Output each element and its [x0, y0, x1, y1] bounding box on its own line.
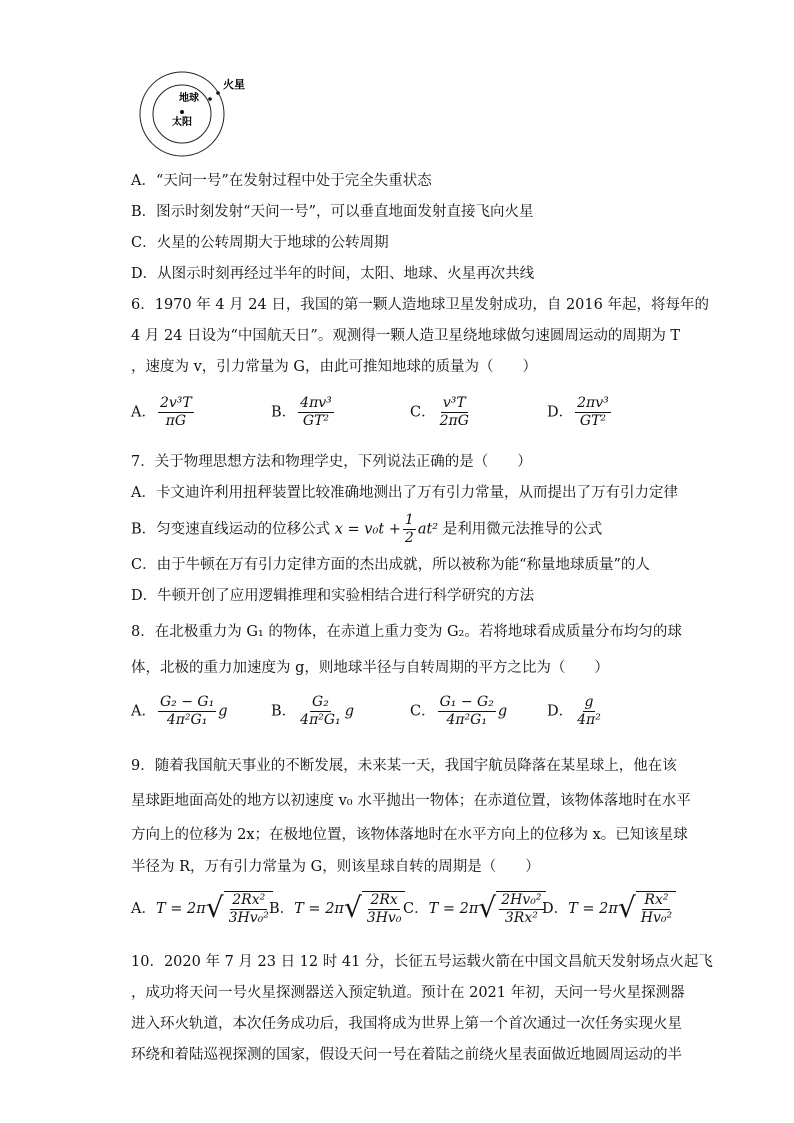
sqrt: √ $\frac{\text{Rx²}}{\text{Hv₀²}}$ [618, 891, 676, 927]
q6-option-a: A． $\frac{\text{2v³T}}{\pi G}$ [131, 395, 192, 429]
q9-stem-line2: 星球距地面高处的地方以初速度 v₀ 水平抛出一物体；在赤道位置，该物体落地时在水平 [131, 793, 691, 809]
mars-dot [216, 91, 220, 95]
q6-stem-line1: 6．1970 年 4 月 24 日，我国的第一颗人造地球卫星发射成功，自 2016 年起，将每年的 [131, 297, 709, 313]
q9-stem-line1: 9．随着我国航天事业的不断发展，未来某一天，我国宇航员降落在某星球上，他在该 [131, 758, 677, 774]
q7-option-d: D．牛顿开创了应用逻辑推理和实验相结合进行科学研究的方法 [131, 588, 535, 604]
earth-label: 地球 [179, 93, 199, 104]
fraction: $\frac{\text{G₂ − G₁}}{\text{4π²G₁}}$ [159, 694, 215, 728]
q9-option-c: C．T = 2π √ $\frac{\text{2Hv₀²}}{\text{3Rx²}}$ [403, 891, 546, 927]
fraction: $\frac{\text{2v³T}}{\pi G}$ [159, 395, 192, 429]
q8-option-a: A． $\frac{\text{G₂ − G₁}}{\text{4π²G₁}}$ g [131, 694, 228, 728]
q8-stem-line1: 8．在北极重力为 G₁ 的物体，在赤道上重力变为 G₂。若将地球看成质量分布均匀的球 [131, 624, 682, 640]
q8-option-b: B． $\frac{\text{G₂}}{\text{4π²G₁}}$ g [271, 694, 354, 728]
q6-option-c: C． $\frac{\text{v³T}}{2\pi G}$ [410, 395, 469, 429]
q7-option-b: B．匀变速直线运动的位移公式 x = v₀t + $\frac{1}{2}$ at² 是利用微元法推导的公式 [131, 512, 603, 546]
fraction: $\frac{1}{2}$ [404, 512, 414, 546]
q10-stem-line1: 10．2020 年 7 月 23 日 12 时 41 分，长征五号运载火箭在中国文昌航天发射场点火起飞 [131, 954, 713, 970]
q6-stem-line3: ，速度为 v，引力常量为 G，由此可推知地球的质量为（ ） [131, 359, 537, 375]
mars-label: 火星 [223, 78, 245, 91]
q6-option-b: B． $\frac{\text{4πv³}}{\text{GT²}}$ [271, 395, 332, 429]
q9-option-b: B．T = 2π √ $\frac{2Rx}{\text{3Hv₀}}$ [269, 891, 405, 927]
formula-right: at² [417, 521, 439, 538]
q7-option-c: C．由于牛顿在万有引力定律方面的杰出成就，所以被称为能“称量地球质量”的人 [131, 557, 650, 573]
q8-stem-line2: 体，北极的重力加速度为 g，则地球半径与自转周期的平方之比为（ ） [131, 660, 609, 676]
earth-dot [208, 97, 212, 101]
q10-stem-line4: 环绕和着陆巡视探测的国家，假设天问一号在着陆之前绕火星表面做近地圆周运动的半 [131, 1047, 682, 1063]
fraction: $\frac{\text{G₂}}{\text{4π²G₁}}$ [300, 694, 341, 728]
fraction: $\frac{\text{G₁ − G₂}}{\text{4π²G₁}}$ [439, 694, 494, 728]
q5-option-d: D．从图示时刻再经过半年的时间，太阳、地球、火星再次共线 [131, 266, 535, 282]
sqrt: √ $\frac{\text{2Hv₀²}}{\text{3Rx²}}$ [478, 891, 545, 927]
q9-stem-line4: 半径为 R，万有引力常量为 G，则该星球自转的周期是（ ） [131, 859, 540, 875]
q10-stem-line3: 进入环火轨道，本次任务成功后，我国将成为世界上第一个首次通过一次任务实现火星 [131, 1016, 682, 1032]
q6-stem-line2: 4 月 24 日设为“中国航天日”。观测得一颗人造卫星绕地球做匀速圆周运动的周期为 T [131, 328, 681, 344]
q6-option-d: D． $\frac{\text{2πv³}}{\text{GT²}}$ [547, 395, 609, 429]
fraction: $\frac{\text{v³T}}{2\pi G}$ [439, 395, 469, 429]
q9-options [131, 891, 691, 935]
sun-dot [180, 110, 184, 114]
q8-option-d: D． $\frac{g}{\text{4π²}}$ [547, 694, 601, 728]
q9-stem-line3: 方向上的位移为 2x；在极地位置，该物体落地时在水平方向上的位移为 x。已知该星球 [131, 827, 688, 843]
q10-stem-line2: ，成功将天问一号火星探测器送入预定轨道。预计在 2021 年初，天问一号火星探测器 [131, 985, 685, 1001]
fraction: $\frac{\text{2πv³}}{\text{GT²}}$ [577, 395, 609, 429]
formula-left: x = v₀t + [334, 521, 401, 538]
q5-option-c: C．火星的公转周期大于地球的公转周期 [131, 235, 389, 251]
q5-option-a: A．“天问一号”在发射过程中处于完全失重状态 [131, 173, 432, 189]
sqrt: √ $\frac{2Rx}{\text{3Hv₀}}$ [344, 891, 405, 927]
q7-stem: 7．关于物理思想方法和物理学史，下列说法正确的是（ ） [131, 454, 532, 470]
q8-option-c: C． $\frac{\text{G₁ − G₂}}{\text{4π²G₁}}$ g [410, 694, 508, 728]
sun-label: 太阳 [172, 117, 192, 128]
sqrt: √ $\frac{\text{2Rx²}}{\text{3Hv₀²}}$ [206, 891, 273, 927]
q8-options [131, 694, 651, 734]
q9-option-d: D．T = 2π √ $\frac{\text{Rx²}}{\text{Hv₀²}}$ [542, 891, 676, 927]
q6-options [131, 395, 651, 435]
fraction: $\frac{g}{\text{4π²}}$ [577, 694, 601, 728]
q5-option-b: B．图示时刻发射“天问一号”，可以垂直地面发射直接飞向火星 [131, 204, 534, 220]
q7-option-a: A．卡文迪许利用扭秤装置比较准确地测出了万有引力常量，从而提出了万有引力定律 [131, 485, 678, 501]
orbit-diagram [135, 68, 260, 158]
fraction: $\frac{\text{4πv³}}{\text{GT²}}$ [300, 395, 332, 429]
q9-option-a: A．T = 2π √ $\frac{\text{2Rx²}}{\text{3Hv₀²}}$ [131, 891, 273, 927]
